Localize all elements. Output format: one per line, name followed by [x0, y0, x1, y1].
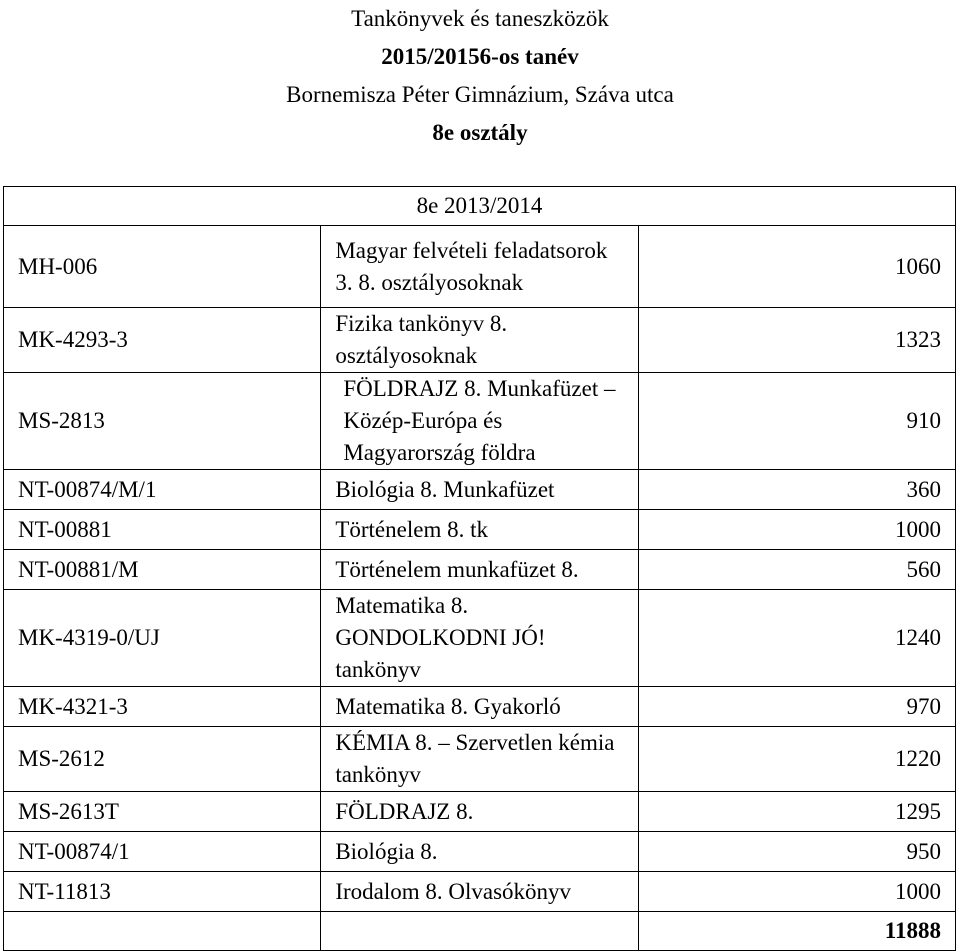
book-price: 1240	[638, 590, 955, 687]
book-title: Történelem munkafüzet 8.	[321, 550, 638, 590]
header-school-year: 2015/20156-os tanév	[381, 44, 579, 69]
book-title: Irodalom 8. Olvasókönyv	[321, 872, 638, 912]
book-title: Biológia 8.	[321, 832, 638, 872]
book-title: KÉMIA 8. – Szervetlen kémia tankönyv	[321, 727, 638, 792]
book-price: 950	[638, 832, 955, 872]
book-title: Matematika 8. Gyakorló	[321, 687, 638, 727]
table-subheader: 8e 2013/2014	[4, 187, 956, 226]
table-row	[4, 510, 956, 550]
book-code: MS-2613T	[4, 792, 321, 832]
table-row	[4, 308, 956, 373]
table-row	[4, 872, 956, 912]
table-row	[4, 373, 956, 470]
total-empty-cell	[4, 912, 321, 951]
table-subheader-row	[4, 187, 956, 226]
book-price: 1323	[638, 308, 955, 373]
book-title: Történelem 8. tk	[321, 510, 638, 550]
table-row	[4, 832, 956, 872]
book-price: 560	[638, 550, 955, 590]
table-total-row	[4, 912, 956, 951]
textbook-table	[3, 186, 956, 951]
table-row	[4, 226, 956, 308]
book-title: FÖLDRAJZ 8. Munkafüzet – Közép-Európa és Magyarország földra	[321, 373, 638, 470]
table-row	[4, 590, 956, 687]
book-code: MS-2612	[4, 727, 321, 792]
book-price: 970	[638, 687, 955, 727]
total-empty-cell	[321, 912, 638, 951]
book-code: MK-4293-3	[4, 308, 321, 373]
book-price: 1295	[638, 792, 955, 832]
header-school-name: Bornemisza Péter Gimnázium, Száva utca	[286, 82, 674, 107]
table-row	[4, 687, 956, 727]
book-code: MS-2813	[4, 373, 321, 470]
book-title: Magyar felvételi feladatsorok 3. 8. osztályosoknak	[321, 226, 638, 308]
book-title: Matematika 8. GONDOLKODNI JÓ! tankönyv	[321, 590, 638, 687]
book-price: 1000	[638, 872, 955, 912]
book-code: MH-006	[4, 226, 321, 308]
book-code: NT-00874/M/1	[4, 470, 321, 510]
book-code: MK-4319-0/UJ	[4, 590, 321, 687]
book-title: Biológia 8. Munkafüzet	[321, 470, 638, 510]
book-price: 1000	[638, 510, 955, 550]
total-price: 11888	[638, 912, 955, 951]
book-price: 910	[638, 373, 955, 470]
header-class: 8e osztály	[432, 120, 528, 145]
table-row	[4, 470, 956, 510]
table-row	[4, 727, 956, 792]
book-code: NT-00881	[4, 510, 321, 550]
book-code: NT-00874/1	[4, 832, 321, 872]
table-row	[4, 792, 956, 832]
book-price: 360	[638, 470, 955, 510]
book-price: 1220	[638, 727, 955, 792]
book-title: Fizika tankönyv 8. osztályosoknak	[321, 308, 638, 373]
book-code: MK-4321-3	[4, 687, 321, 727]
book-code: NT-11813	[4, 872, 321, 912]
book-price: 1060	[638, 226, 955, 308]
header-title: Tankönyvek és taneszközök	[351, 6, 609, 31]
book-code: NT-00881/M	[4, 550, 321, 590]
book-title: FÖLDRAJZ 8.	[321, 792, 638, 832]
table-row	[4, 550, 956, 590]
document-header	[0, 0, 960, 152]
